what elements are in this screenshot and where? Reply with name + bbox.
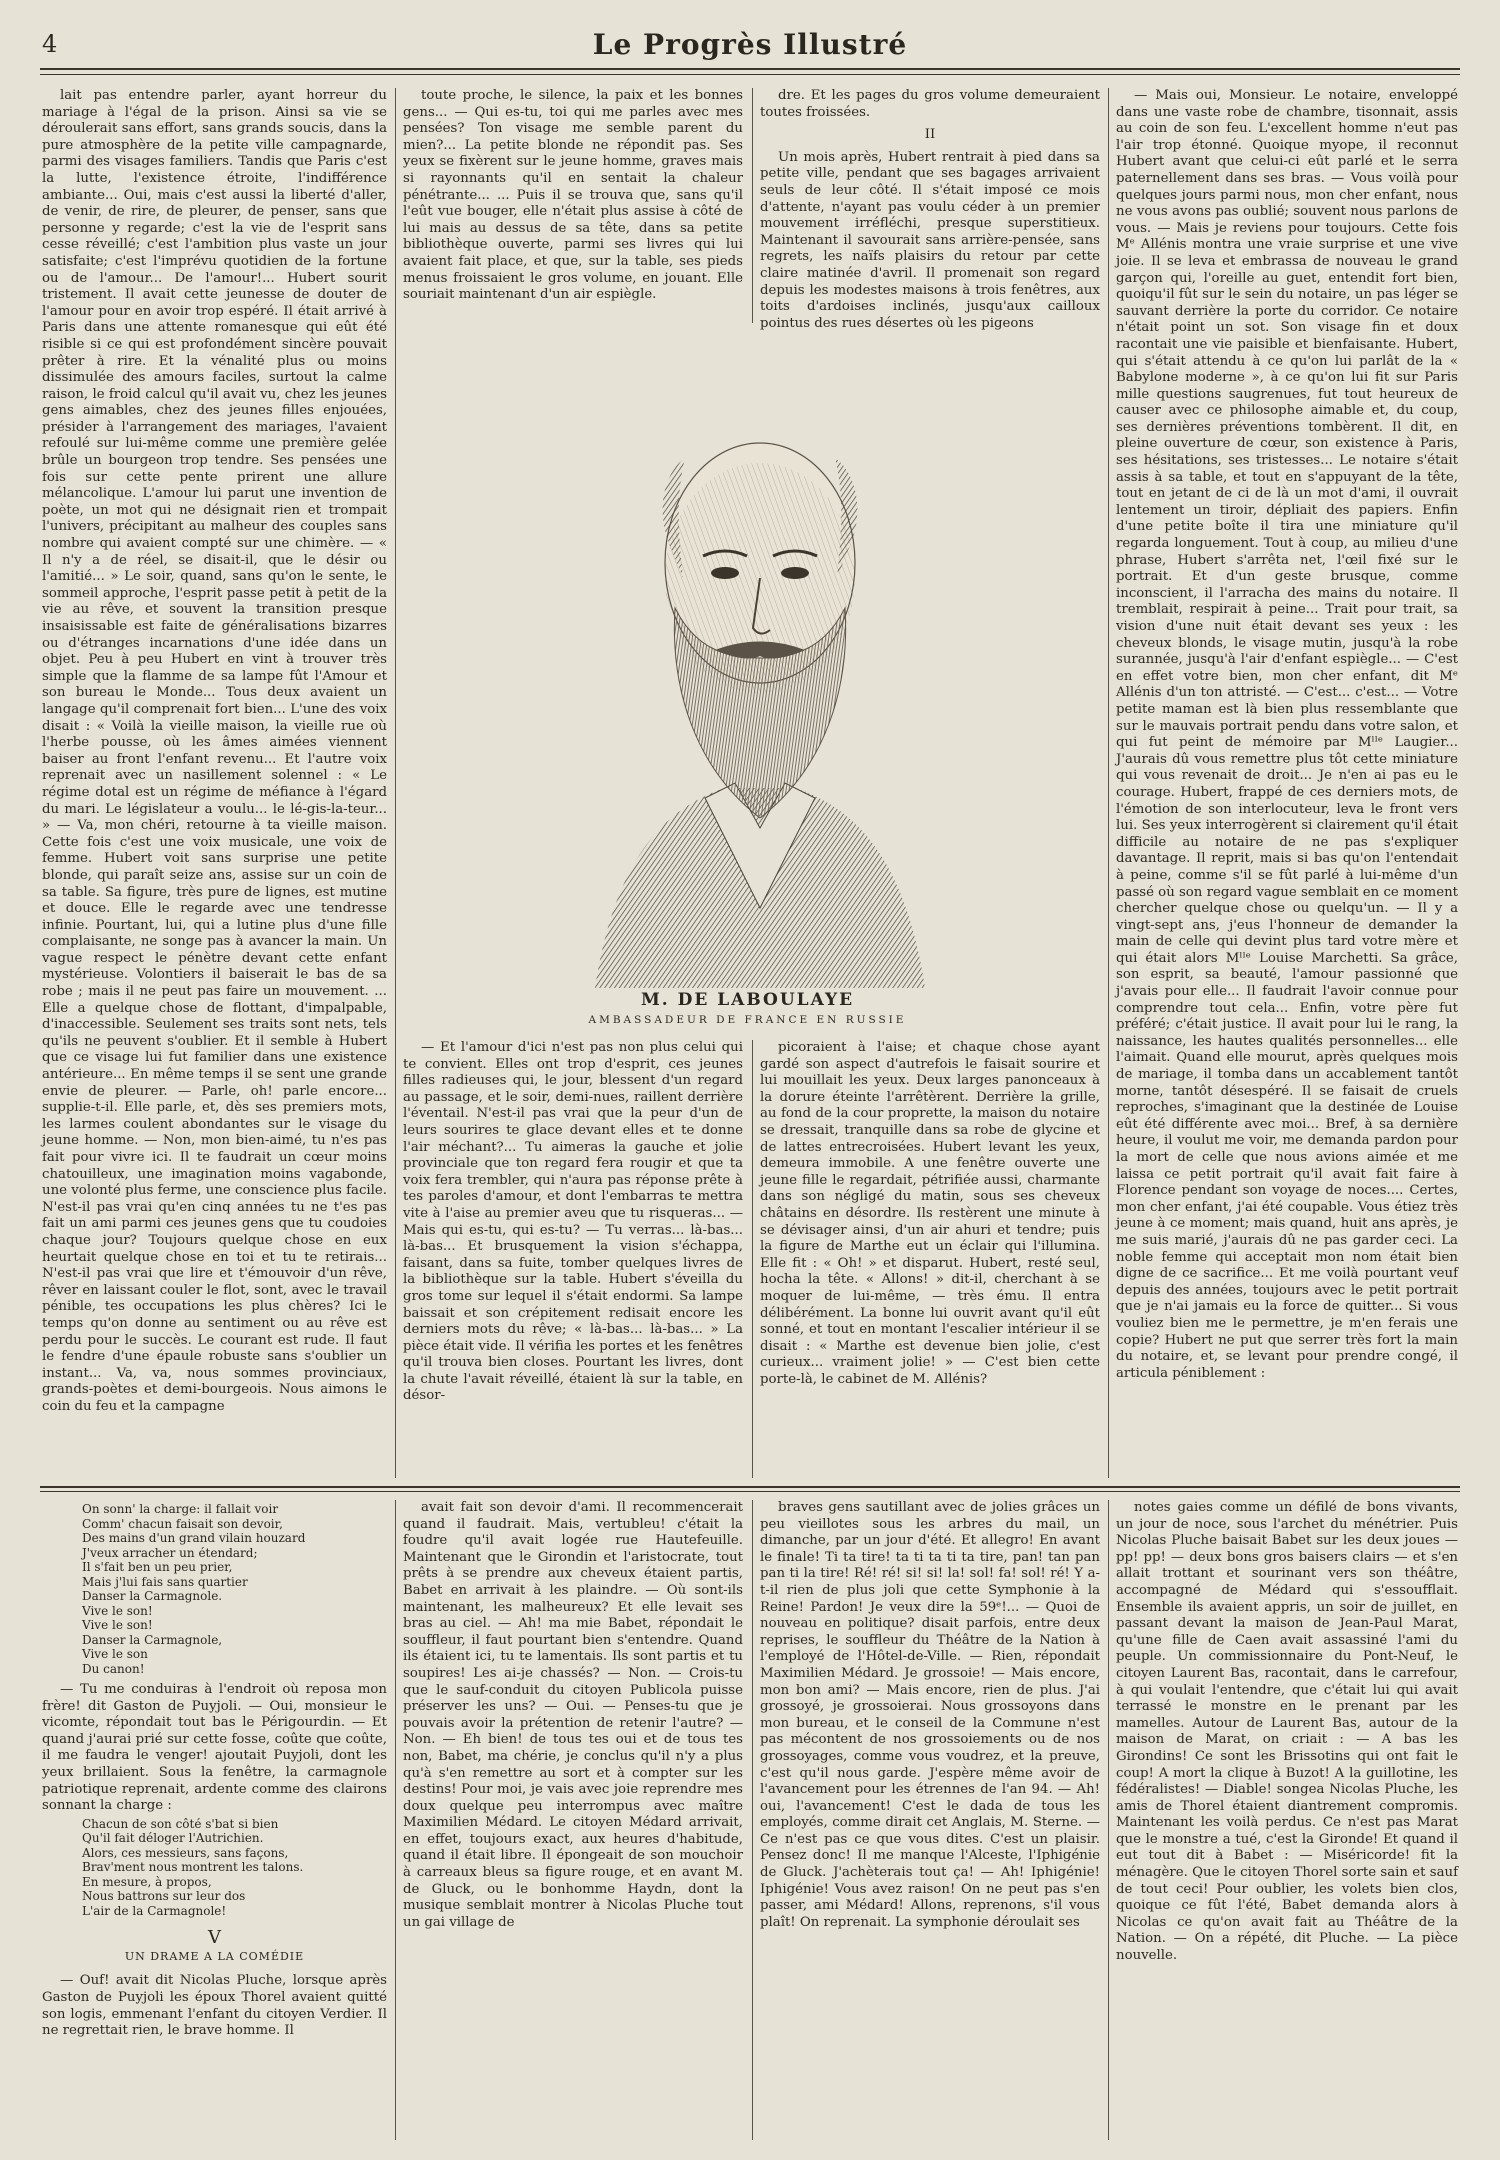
top-column-1 xyxy=(42,88,387,1478)
top-column-3 xyxy=(760,88,1100,331)
column-separator xyxy=(395,1500,396,2140)
section-rule xyxy=(40,1486,1460,1488)
column-separator xyxy=(752,88,753,323)
column-text: — Tu me conduiras à l'endroit où reposa mon frère! dit Gaston de Puyjoli. — Oui, monsieur le vicomte, répondait tout bas le Périgourdin. — Et quand j'aurai prié sur cette fosse, coûte que coûte, il me faudra le venger! ajoutait Puyjoli, dont les yeux brillaient. Sous la fenêtre, la carmagnole patriotique reprenait, ardente comme des clairons sonnant la charge : xyxy=(42,1682,387,1814)
column-text: braves gens sautillant avec de jolies grâces un peu vieillotes sous les arbres du mail, un dimanche, par un jour d'été. Et allegro! En avant le finale! Ti ta tire! ta ti ta ti ta tire, pan! tan pan pan ti la tire! Ré! ré! si! si! la! sol! fa! sol! ré! Y a-t-il rien de plus joli que cette Symphonie à la Reine! Pardon! Je veux dire la 59ᵉ!... — Quoi de nouveau en politique? disait parfois, entre deux reprises, le souffleur du Théâtre de la Nation à l'employé de l'Hôtel-de-Ville. — Rien, répondait Maximilien Médard. Je grossoie! — Mais encore, mon bon ami? — Mais encore, rien de plus. J'ai grossoyé, je grossoierai. Nous grossoyons dans mon bureau, et le conseil de la Commune n'est pas mécontent de nos grossoiements ou de nos grossoyages, comme vous voudrez, et la preuve, c'est qu'il nous garde. J'espère même avoir de l'avancement pour les étrennes de l'an 94. — Ah! oui, l'avancement! C'est le dada de tous les employés, comme dirait cet Anglais, M. Sterne. — Ce n'est pas ce que vous dites. C'est un plaisir. Pensez donc! Il me manque l'Alceste, l'Iphigénie de Gluck. J'achèterais tout ça! — Ah! Iphigénie! Iphigénie! Vous avez raison! On ne peut pas s'en passer, ami Médard! Allons, reprenons, s'il vous plaît! On reprenait. La symphonie déroulait ses xyxy=(760,1500,1100,1930)
column-text: — Mais oui, Monsieur. Le notaire, enveloppé dans une vaste robe de chambre, tisonnait, assis au coin de son feu. L'excellent homme n'eut pas l'air trop étonné. Quoique myope, il reconnut Hubert avant que celui-ci eût parlé et le serra paternellement dans ses bras. — Vous voilà pour quelques jours parmi nous, mon cher enfant, nous ne vous avons pas oublié; souvent nous parlons de vous. — Mais je reviens pour toujours. Cette fois Mᵉ Allénis montra une vraie surprise et une vive joie. Il se leva et embrassa de nouveau le grand garçon qui, l'oreille au guet, entendit fort bien, quoiqu'il fût sur le sein du notaire, un pas léger se sauvant derrière la porte du corridor. Ce notaire n'était point un sot. Son visage fin et doux racontait une vie paisible et bienfaisante. Hubert, qui s'était attendu à ce qu'on lui parlât de la « Babylone moderne », à ce qu'on lui fit sur Paris mille questions saugrenues, fut tout heureux de causer avec ce philosophe aimable et, du coup, ses dernières préventions tombèrent. Il dit, en pleine ouverture de cœur, son existence à Paris, ses hésitations, ses tristesses... Le notaire s'était assis à sa table, et tout en s'appuyant de la tête, tout en jetant de ci de là un mot d'ami, il ouvrait lentement un tiroir, dépliait des papiers. Enfin d'une petite boîte il tira une miniature qu'il regarda longuement. Tout à coup, au milieu d'une phrase, Hubert s'arrêta net, l'œil fixé sur le portrait. Et d'un geste brusque, comme inconscient, il l'arracha des mains du notaire. Il tremblait, respirait à peine... Trait pour trait, sa vision d'une nuit était devant ses yeux : les cheveux blonds, le visage mutin, jusqu'à la robe surannée, jusqu'à l'air d'enfant espiègle... — C'est en effet votre bien, mon cher enfant, dit Mᵉ Allénis d'un ton attristé. — C'est... c'est... — Votre petite maman est là bien plus ressemblante que sur le mauvais portrait pendu dans votre salon, et qui fut peint de mémoire par Mˡˡᵉ Laugier... J'aurais dû vous remettre plus tôt cette miniature qui vous revenait de droit... Je n'en ai pas eu le courage. Hubert, frappé de ces derniers mots, de l'émotion de son interlocuteur, leva le front vers lui. Ses yeux interrogèrent si clairement qu'il était difficile au notaire de ne pas s'expliquer davantage. Il reprit, mais si bas qu'on l'entendait à peine, comme s'il se fût parlé à lui-même d'un passé où son regard vague semblait en ce moment chercher quelque chose ou quelqu'un. — Il y a vingt-sept ans, j'eus l'honneur de demander la main de celle qui devint plus tard votre mère et qui était alors Mˡˡᵉ Louise Marchetti. Sa grâce, son esprit, sa beauté, l'amour passionné que j'avais pour elle... Il faudrait l'avoir connue pour comprendre tout cela... Enfin, votre père fut préféré; c'était justice. Il avait pour lui le rang, la naissance, les hautes qualités personnelles... elle l'aimait. Quand elle mourut, après quelques mois de mariage, il tomba dans un accablement tantôt morne, tantôt désespéré. Il se faisait de cruels reproches, s'imaginant que la destinée de Louise eût été différente avec moi... Bref, à sa dernière heure, il voulut me voir, me demanda pardon pour la mort de celle que nous avions aimée et me laissa ce petit portrait qu'il avait fait faire à Florence pendant son voyage de noces.... Certes, mon cher enfant, j'ai été coupable. Vous étiez très jeune à ce moment; mais quand, huit ans après, je me suis marié, j'aurais dû ne pas garder ceci. La noble femme qui acceptait mon nom était bien digne de ce sacrifice... Et me voilà pourtant veuf depuis des années, toujours avec le petit portrait que je n'ai jamais eu la force de quitter... Si vous vouliez bien me le permettre, je m'en ferais une copie? Hubert ne put que serrer très fort la main du notaire, et, se levant pour prendre congé, il articula péniblement : xyxy=(1116,88,1458,1381)
column-separator xyxy=(752,1500,753,2140)
bottom-column-3 xyxy=(760,1500,1100,2140)
header-rule-thin xyxy=(40,74,1460,75)
header-rule xyxy=(40,68,1460,70)
column-text: picoraient à l'aise; et chaque chose ayant gardé son aspect d'autrefois le faisait sourire et lui mouillait les yeux. Deux larges panonceaux à la dorure éteinte l'arrêtèrent. Derrière la grille, au fond de la cour proprette, la maison du notaire se dressait, tranquille dans sa robe de glycine et de lattes entrecroisées. Hubert levant les yeux, demeura immobile. A une fenêtre ouverte une jeune fille le regardait, pétrifiée aussi, charmante dans son négligé du matin, sous ses cheveux châtains en désordre. Ils restèrent une minute à se dévisager ainsi, d'un air ahuri et tendre; puis la figure de Marthe eut un éclair qui l'illumina. Elle fit : « Oh! » et disparut. Hubert, resté seul, hocha la tête. « Allons! » dit-il, cherchant à se moquer de lui-même, — très ému. Il entra délibérément. La bonne lui ouvrit avant qu'il eût sonné, et tout en montant l'escalier intérieur il se disait : « Marthe est devenue bien jolie, c'est curieux... vraiment jolie! » — C'est bien cette porte-là, le cabinet de M. Allénis? xyxy=(760,1040,1100,1387)
column-separator xyxy=(1108,1500,1109,2140)
section-rule-thin xyxy=(40,1491,1460,1492)
column-text: notes gaies comme un défilé de bons vivants, un jour de noce, sous l'archet du ménétrier. Puis Nicolas Pluche baisait Babet sur les deux joues — pp! pp! — deux bons gros baisers clairs — et s'en allait trottant et sourinant vers son théâtre, accompagné de Médard qui s'essoufflait. Ensemble ils avaient appris, un soir de juillet, en passant devant la maison de Jean-Paul Marat, qu'une fille de Caen avait assassiné l'ami du peuple. Un commissionnaire du Pont-Neuf, le citoyen Laurent Bas, racontait, dans le carrefour, à qui voulait l'entendre, que c'était lui qui avait terrassé le monstre en le prenant par les mamelles. Autour de Laurent Bas, autour de la maison de Marat, on criait : — A bas les Girondins! Ce sont les Brissotins qui ont fait le coup! A mort la clique à Buzot! A la guillotine, les fédéralistes! — Diable! songea Nicolas Pluche, les amis de Thorel étaient diantrement compromis. Maintenant les voilà perdus. Ce n'est pas Marat que le monstre a tué, c'est la Gironde! Et quand il eut tout dit à Babet : — Miséricorde! fit la ménagère. Que le citoyen Thorel sorte sain et sauf de tout ceci! Pour oublier, les volets bien clos, quoique ce fût l'été, Babet demanda alors à Nicolas ce qu'on avait fait au Théâtre de la Nation. — On a répété, dit Pluche. — La pièce nouvelle. xyxy=(1116,1500,1458,1964)
column-text: avait fait son devoir d'ami. Il recommencerait quand il faudrait. Mais, vertubleu! c'était la foudre qu'il avait logée rue Hautefeuille. Maintenant que le Girondin et l'aristocrate, tout prêts à se prendre aux cheveux étaient partis, Babet en arrivait à les plaindre. — Où sont-ils maintenant, les malheureux? Et elle levait ses bras au ciel. — Ah! ma mie Babet, répondait le souffleur, il faut pourtant bien s'entendre. Quand ils étaient ici, tu te lamentais. Ils sont partis et tu soupires! Les ai-je chassés? — Non. — Crois-tu que le sauf-conduit du citoyen Publicola puisse préserver les uns? — Oui. — Penses-tu que je pouvais avoir la prétention de retenir l'autre? — Non. — Eh bien! de tous tes oui et de tous tes non, Babet, ma chérie, je conclus qu'il n'y a plus qu'à s'en remettre au sort et à compter sur les destins! Pour moi, je vais avec joie reprendre mes doux quelque peu interrompus avec maître Maximilien Médard. Le citoyen Médard arrivait, en effet, toujours exact, aux heures d'habitude, quand il était libre. Il épongeait de son mouchoir à carreaux bleus sa figure rouge, et en avant M. de Gluck, ou le bonhomme Haydn, dont la musique semblait montrer à Nicolas Pluche tout un gai village de xyxy=(403,1500,743,1930)
column-text: Un mois après, Hubert rentrait à pied dans sa petite ville, pendant que ses bagages arrivaient seuls de leur côté. Il s'était imposé ce mois d'attente, n'ayant pas voulu céder à un premier mouvement irréfléchi, presque superstitieux. Maintenant il savourait sans arrière-pensée, sans regrets, les naïfs plaisirs du retour par cette claire matinée d'avril. Il promenait son regard depuis les modestes maisons à trois fenêtres, aux toits d'ardoises inclinés, jusqu'aux cailloux pointus des rues désertes où les pigeons xyxy=(760,149,1100,331)
top-column-2 xyxy=(403,88,743,323)
column-text: — Ouf! avait dit Nicolas Pluche, lorsque après Gaston de Puyjoli les époux Thorel avaient quitté son logis, emmenant l'enfant du citoyen Verdier. Il ne regrettait rien, le brave homme. Il xyxy=(42,1973,387,2039)
portrait-caption: M. DE LABOULAYE xyxy=(640,990,855,1010)
bottom-column-2 xyxy=(403,1500,743,2140)
song-verse-2: Chacun de son côté s'bat si bien Qu'il fait déloger l'Autrichien. Alors, ces messieurs, sans façons, Brav'ment nous montrent les talons. En mesure, à propos, Nous battrons sur leur dos L'air de la Carmagnole! xyxy=(82,1816,304,1918)
mid-column-2 xyxy=(403,1040,743,1478)
column-text: dre. Et les pages du gros volume demeuraient toutes froissées. xyxy=(760,88,1100,120)
column-text: toute proche, le silence, la paix et les bonnes gens... — Qui es-tu, toi qui me parles avec mes pensées? Ton visage me semble parent du mien?... La petite blonde ne répondit pas. Ses yeux se fixèrent sur le jeune homme, graves mais si rayonnants qu'il en sentait la chaleur pénétrante... ... Puis il se trouva que, sans qu'il l'eût vue bouger, elle n'était plus assise à côté de lui mais au dessus de sa tête, dans sa petite bibliothèque ouverte, parmi ses livres qui lui avaient fait place, et que, sur la table, ses pieds menus froissaient le gros volume, en jouant. Elle souriait maintenant d'un air espiègle. xyxy=(403,88,743,303)
bottom-column-4 xyxy=(1116,1500,1458,2140)
portrait-subcaption: AMBASSADEUR DE FRANCE EN RUSSIE xyxy=(588,1014,907,1026)
newspaper-title: Le Progrès Illustré xyxy=(592,28,908,61)
song-verse-1: On sonn' la charge: il fallait voir Comm' chacun faisait son devoir, Des mains d'un grand vilain houzard J'veux arracher un étendard; Il s'fait ben un peu prier, Mais j'lui fais sans quartier Danser la Carmagnole. Vive le son! Vive le son! Danser la Carmagnole, Vive le son Du canon! xyxy=(82,1502,306,1676)
column-text: lait pas entendre parler, ayant horreur du mariage à l'égal de la prison. Ainsi sa vie se déroulerait sans effort, sans grands soucis, dans la pure atmosphère de la petite ville campagnarde, parmi des visages familiers. Tandis que Paris c'est la lutte, l'existence étroite, l'indifférence ambiante... Oui, mais c'est aussi la liberté d'aller, de venir, de rire, de pleurer, de penser, sans que personne y regarde; c'est la vie de l'esprit sans cesse réveillé; c'est l'ambition plus vaste un jour satisfaite; c'est l'imprévu quotidien de la fortune ou de l'amour... De l'amour!... Hubert sourit tristement. Il avait cette jeunesse de douter de l'amour pour en avoir trop espéré. Il était arrivé à Paris dans une attente romanesque qui eût été risible si ce qui est profondément sincère pouvait prêter à rire. Et la vénalité plus ou moins dissimulée des amours faciles, surtout la calme raison, le froid calcul qu'il avait vu, chez les jeunes gens aimables, chez des jeunes filles enjouées, présider à l'arrangement des mariages, l'avaient refoulé sur lui-même comme une première gelée brûle un bourgeon trop tendre. Ses pensées une fois sur cette pente prirent une allure mélancolique. L'amour lui parut une invention de poète, un mot qui ne désignait rien et trompait l'univers, précipitant au malheur des couples sans nombre qui avaient compté sur une chimère. — « Il n'y a de réel, se disait-il, que le désir ou l'amitié... » Le soir, quand, sans qu'on le sente, le sommeil approche, l'esprit passe petit à petit de la vie au rêve, et souvent la transition presque insaisissable est faite de généralisations bizarres ou d'étranges incarnations d'une idée dans un objet. Peu à peu Hubert en vint à trouver très simple que la flamme de sa lampe fût l'Amour et son bureau le Monde... Tous deux avaient un langage qu'il comprenait fort bien... L'une des voix disait : « Voilà la vieille maison, la vieille rue où l'herbe pousse, où les âmes aimées viennent baiser au front l'enfant revenu... Et l'autre voix reprenait avec un nasillement solennel : « Le régime dotal est un régime de méfiance à l'égard du mari. Le législateur a voulu... le lé-gis-la-teur... » — Va, mon chéri, retourne à ta vieille maison. Cette fois c'est une voix musicale, une voix de femme. Hubert voit sans surprise une petite blonde, qui paraît seize ans, assise sur un coin de sa table. Sa figure, très pure de lignes, est mutine et douce. Elle le regarde avec une tendresse infinie. Pourtant, lui, qui a lutine plus d'une fille complaisante, ne songe pas à avancer la main. Un vague respect le pénètre devant cette enfant mystérieuse. Volontiers il baiserait le bas de sa robe ; mais il ne peut pas faire un mouvement. ... Elle a quelque chose de flottant, d'impalpable, d'inaccessible. Seulement ses traits sont nets, tels qu'ils ne peuvent s'oublier. Et il semble à Hubert que ce visage lui fut familier dans une existence antérieure... En même temps il se sent une grande envie de pleurer. — Parle, oh! parle encore... supplie-t-il. Elle parle, et, dès ses premiers mots, les larmes coulent abondantes sur le visage du jeune homme. — Non, mon bien-aimé, tu n'es pas fait pour vivre ici. Il te faudrait un cœur moins chatouilleux, une imagination moins vagabonde, une volonté plus ferme, une conscience plus facile. N'est-il pas vrai qu'en cinq années tu ne t'es pas fait un ami parmi ces jeunes gens que tu coudoies chaque jour? Toujours quelque chose en eux heurtait quelque chose en toi et tu te retirais... N'est-il pas vrai que lire et t'émouvoir d'un rêve, rêver en laissant couler le flot, sont, avec le travail pénible, tes occupations les plus chères? Ici le temps qu'on donne au sentiment ou au rêve est perdu pour le succès. Le courant est rude. Il faut le fendre d'une épaule robuste sans s'oublier un instant... Va, va, nous sommes provinciaux, grands-poètes et demi-bourgeois. Nous aimons le coin du feu et la campagne xyxy=(42,88,387,1414)
column-separator xyxy=(1108,88,1109,1478)
column-separator xyxy=(752,1040,753,1478)
chapter-number: V xyxy=(208,1927,221,1949)
section-number: II xyxy=(924,127,936,143)
column-text: — Et l'amour d'ici n'est pas non plus celui qui te convient. Elles ont trop d'esprit, ces jeunes filles radieuses qui, le jour, blessent d'un regard au passage, et le soir, demi-nues, raillent derrière l'éventail. N'est-il pas vrai que la peur d'un de leurs sourires te glace devant elles et te donne l'air méchant?... Tu aimeras la gauche et jolie provinciale que ton regard fera rougir et que ta voix fera trembler, qui n'aura pas réponse prête à tes paroles d'amour, et dont l'embarras te mettra vite à l'aise au premier aveu que tu risqueras... — Mais qui es-tu, qui es-tu? — Tu verras... là-bas... là-bas... Et brusquement la vision s'échappa, faisant, dans sa fuite, tomber quelques livres de la bibliothèque sur la table. Hubert s'éveilla du gros tome sur lequel il s'était endormi. Sa lampe baissait et son crépitement redisait encore les derniers mots du rêve; « là-bas... là-bas... » La pièce était vide. Il vérifia les portes et les fenêtres qu'il trouva bien closes. Pourtant les livres, dont la chute l'avait réveillé, étaient là sur la table, en désor- xyxy=(403,1040,743,1404)
page-number: 4 xyxy=(42,30,58,58)
top-column-4 xyxy=(1116,88,1458,1478)
column-separator xyxy=(395,88,396,1478)
bottom-column-1 xyxy=(42,1500,387,2140)
chapter-title: UN DRAME A LA COMÉDIE xyxy=(124,1949,305,1963)
portrait-engraving xyxy=(575,388,945,988)
mid-column-3 xyxy=(760,1040,1100,1478)
